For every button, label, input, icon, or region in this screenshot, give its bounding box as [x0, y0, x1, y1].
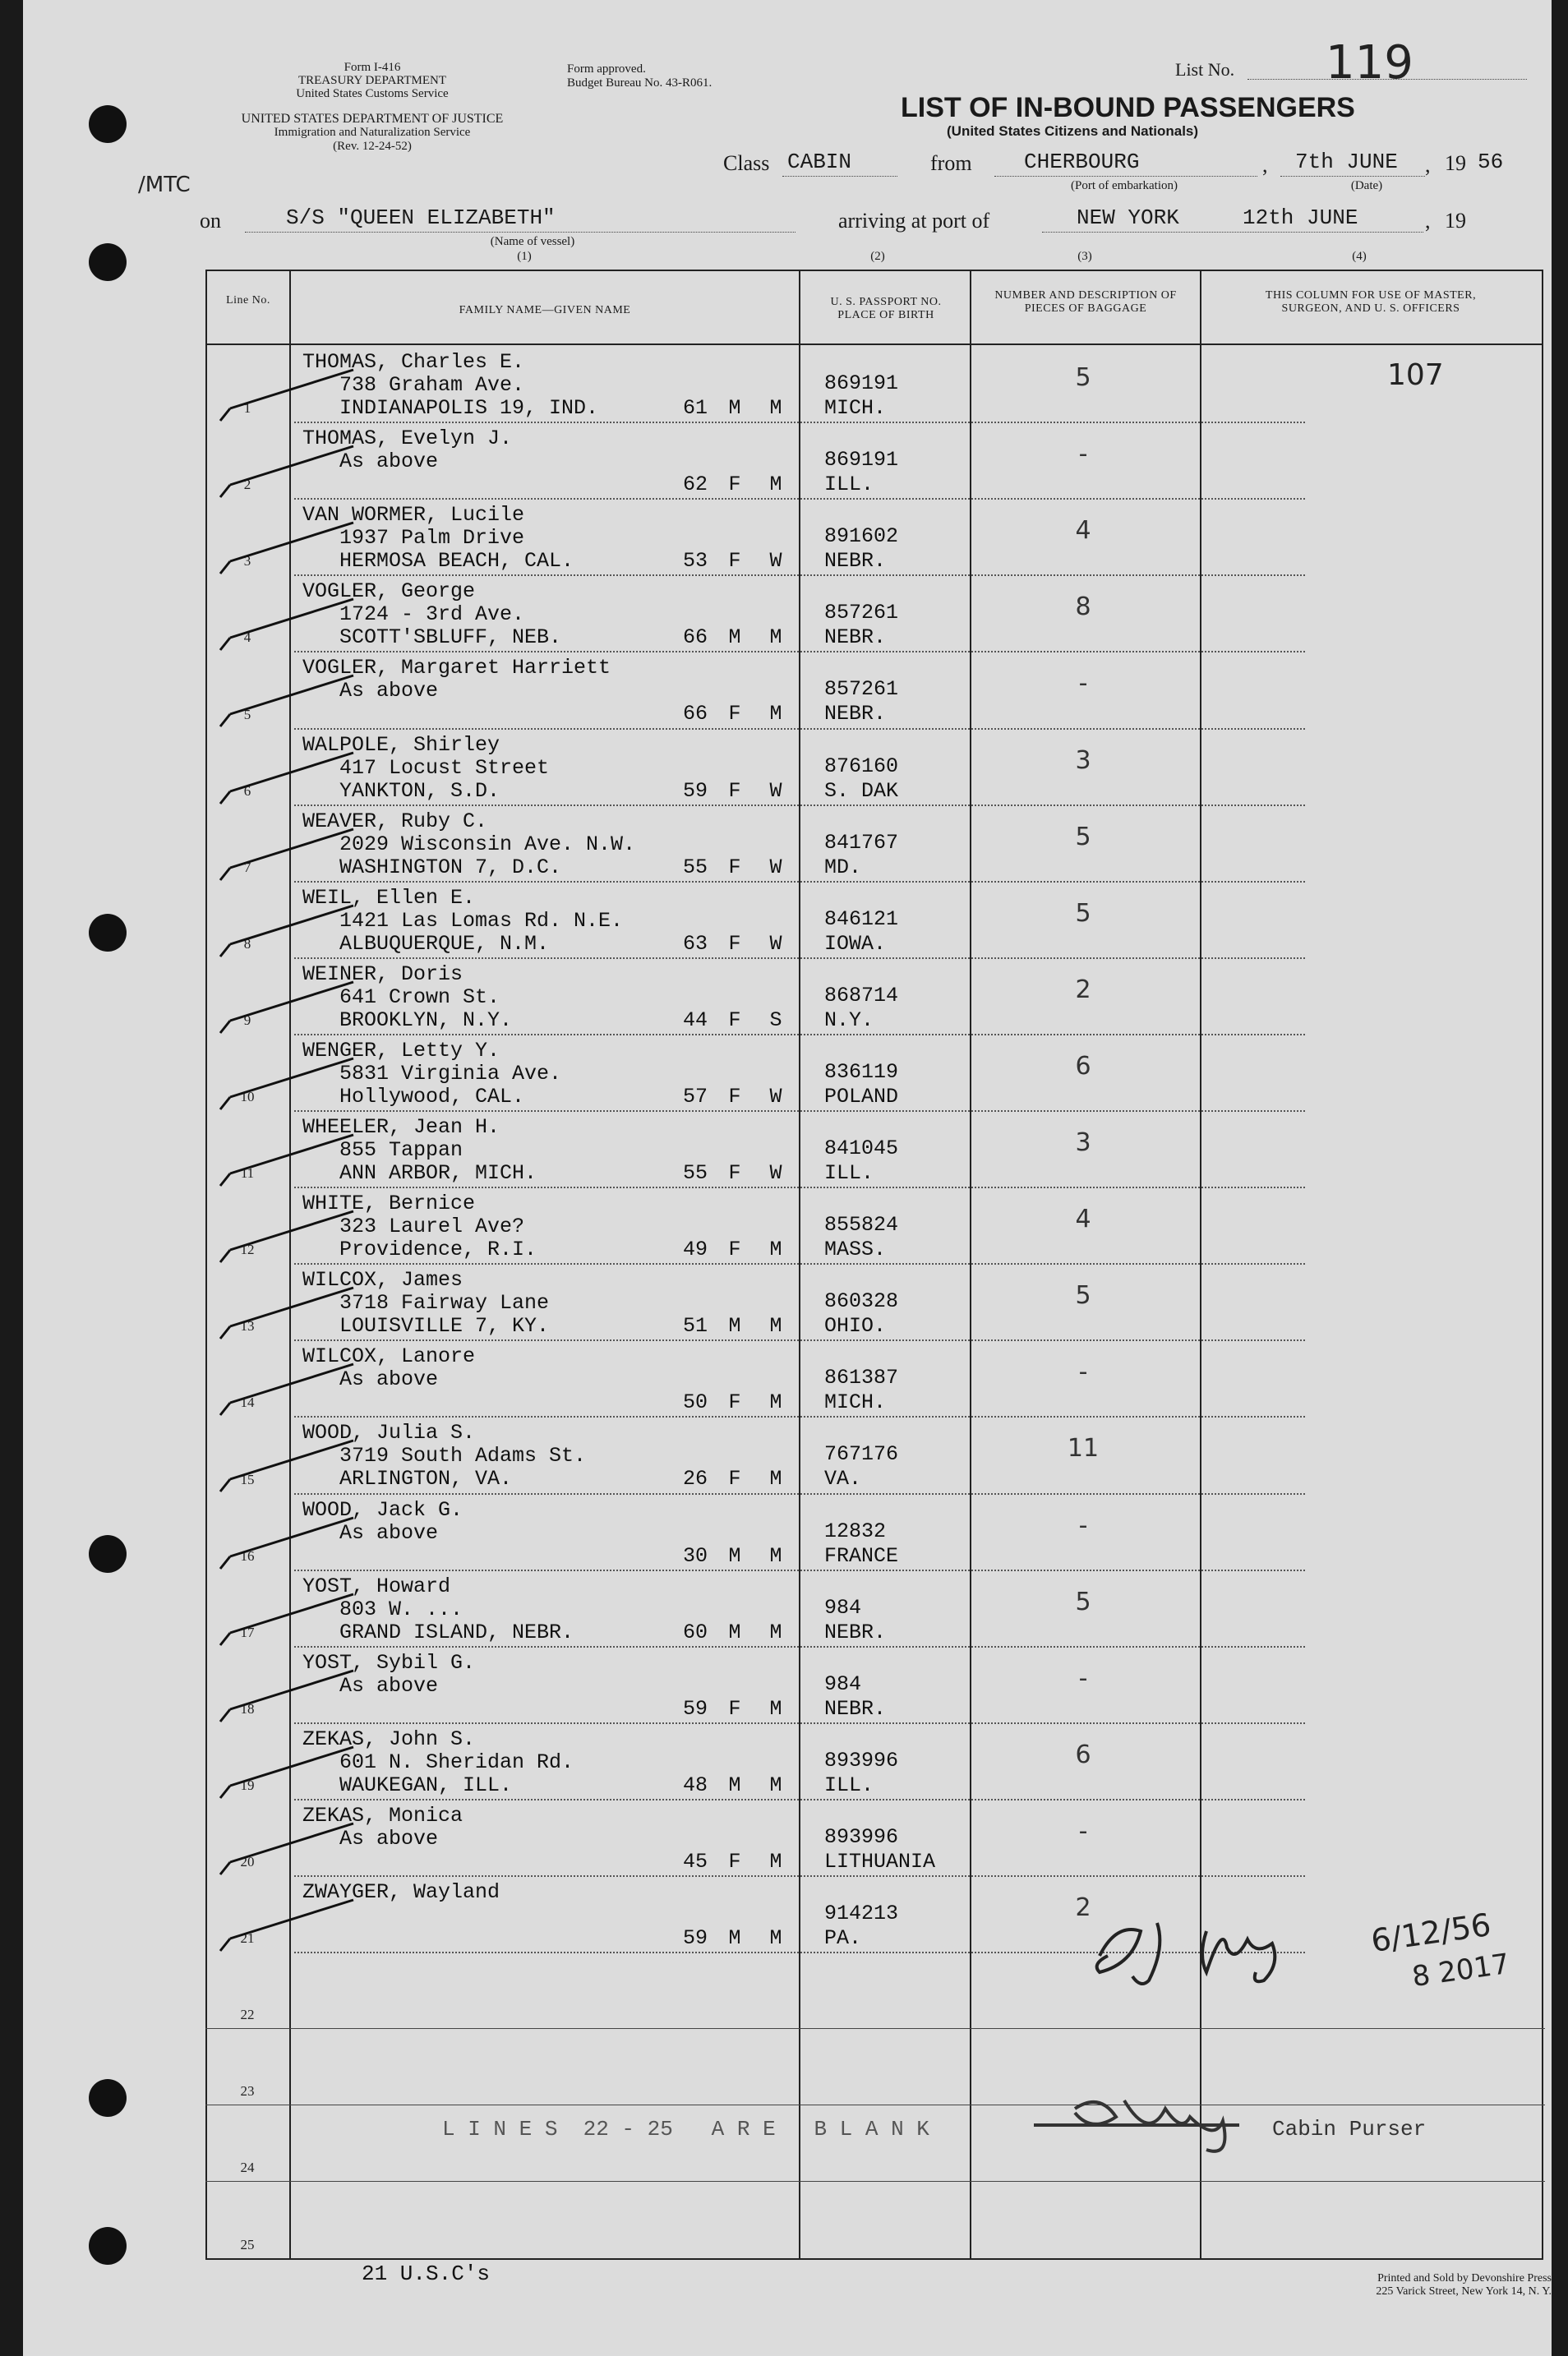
passenger-sex: F — [728, 1007, 741, 1032]
passenger-sex: F — [728, 778, 741, 803]
row-separator — [294, 574, 1305, 576]
arrival-line — [1042, 232, 1423, 233]
passenger-marital-status: M — [769, 702, 782, 726]
column-1-label: (1) — [517, 250, 532, 263]
baggage-count: 5 — [1075, 898, 1091, 928]
passenger-marital-status: W — [769, 1161, 782, 1185]
row-separator — [294, 498, 1305, 500]
header-divider — [205, 343, 1543, 345]
row-separator — [294, 1339, 1305, 1341]
passenger-name-address: WENGER, Letty Y. 5831 Virginia Ave. Hollywood, CAL. — [302, 1038, 562, 1109]
passenger-name-address: VOGLER, George 1724 - 3rd Ave. SCOTT'SBLUFF, NEB. — [302, 579, 562, 650]
year-suffix: 56 — [1478, 150, 1504, 174]
passport-birthplace: 893996 ILL. — [824, 1748, 899, 1797]
passenger-sex: M — [728, 1773, 741, 1797]
passenger-sex: F — [728, 702, 741, 726]
row-separator — [294, 957, 1305, 959]
baggage-count: 5 — [1075, 1281, 1091, 1311]
passenger-age: 59 — [682, 778, 708, 803]
baggage-count: - — [1078, 1663, 1088, 1693]
passenger-age: 57 — [682, 1084, 708, 1109]
passport-birthplace: 860328 OHIO. — [824, 1289, 899, 1339]
row-separator — [294, 881, 1305, 883]
passenger-marital-status: W — [769, 855, 782, 879]
passport-birthplace: 868714 N.Y. — [824, 983, 899, 1032]
baggage-count: 6 — [1075, 1740, 1091, 1769]
officer-note: 107 — [1387, 358, 1444, 392]
line-number: 15 — [240, 1471, 255, 1487]
baggage-count: 3 — [1075, 1128, 1091, 1157]
passenger-marital-status: M — [769, 1849, 782, 1874]
total-count: 21 U.S.C's — [362, 2261, 491, 2286]
passenger-sex: M — [728, 625, 741, 650]
passenger-name-address: WILCOX, Lanore As above — [302, 1344, 476, 1392]
passenger-marital-status: W — [769, 549, 782, 574]
row-separator — [294, 1416, 1305, 1418]
passenger-age: 45 — [682, 1849, 708, 1874]
date-line — [1280, 176, 1425, 177]
passenger-marital-status: M — [769, 1467, 782, 1492]
line-number: 22 — [240, 2007, 255, 2023]
passport-birthplace: 861387 MICH. — [824, 1366, 899, 1415]
baggage-count: 5 — [1075, 363, 1091, 392]
passenger-sex: M — [728, 1620, 741, 1644]
row-separator — [294, 805, 1305, 806]
passenger-sex: M — [728, 1926, 741, 1950]
vessel-line — [245, 232, 796, 233]
port-of-arrival: NEW YORK — [1077, 205, 1179, 230]
class-label: Class — [723, 151, 770, 175]
passenger-marital-status: M — [769, 1773, 782, 1797]
blank-lines-note: L I N E S 22 - 25 A R E B L A N K — [442, 2117, 929, 2142]
baggage-count: - — [1078, 1358, 1088, 1387]
vessel-name: S/S "QUEEN ELIZABETH" — [286, 205, 556, 230]
line-number: 7 — [243, 859, 251, 875]
passenger-age: 60 — [682, 1620, 708, 1644]
baggage-count: 4 — [1075, 1205, 1091, 1234]
passenger-sex: F — [728, 1390, 741, 1415]
from-line — [994, 176, 1257, 177]
class-line — [782, 176, 897, 177]
passenger-name-address: WEAVER, Ruby C. 2029 Wisconsin Ave. N.W. WASHINGTON 7, D.C. — [302, 809, 636, 879]
comma: , — [1262, 153, 1268, 177]
passenger-sex: F — [728, 1161, 741, 1185]
passenger-name-address: WEIL, Ellen E. 1421 Las Lomas Rd. N.E. ALBUQUERQUE, N.M. — [302, 885, 624, 956]
line-number: 14 — [240, 1395, 255, 1411]
passport-birthplace: 984 NEBR. — [824, 1595, 887, 1644]
form-number: Form I-416 — [344, 61, 401, 74]
header-name: FAMILY NAME—GIVEN NAME — [459, 304, 631, 316]
row-separator — [294, 422, 1305, 423]
line-number: 12 — [240, 1242, 255, 1258]
line-number: 16 — [240, 1547, 255, 1564]
passport-birthplace: 841045 ILL. — [824, 1137, 899, 1185]
passenger-marital-status: W — [769, 931, 782, 956]
passenger-name-address: WOOD, Jack G. As above — [302, 1497, 463, 1545]
passenger-sex: F — [728, 1467, 741, 1492]
passport-birthplace: 836119 POLAND — [824, 1059, 899, 1109]
line-number: 1 — [243, 400, 251, 417]
passenger-marital-status: W — [769, 1084, 782, 1109]
line-number: 19 — [240, 1777, 255, 1793]
row-separator — [294, 1722, 1305, 1724]
passenger-age: 63 — [682, 931, 708, 956]
header-baggage: NUMBER AND DESCRIPTION OF PIECES OF BAGGAGE — [994, 289, 1177, 315]
list-number-label: List No. — [1175, 59, 1235, 80]
passenger-sex: M — [728, 1543, 741, 1568]
passport-birthplace: 876160 S. DAK — [824, 754, 899, 803]
baggage-count: 4 — [1075, 516, 1091, 546]
vessel-caption: (Name of vessel) — [490, 235, 575, 248]
line-number: 17 — [240, 1624, 255, 1640]
passenger-name-address: WHITE, Bernice 323 Laurel Ave? Providence, R.I. — [302, 1192, 537, 1262]
row-separator — [294, 1799, 1305, 1800]
line-number: 8 — [243, 935, 251, 952]
row-separator — [294, 1493, 1305, 1495]
passenger-name-address: WILCOX, James 3718 Fairway Lane LOUISVILLE 7, KY. — [302, 1268, 550, 1339]
departure-date: 7th JUNE — [1295, 150, 1398, 174]
column-4-label: (4) — [1352, 250, 1367, 263]
line-number: 3 — [243, 553, 251, 569]
on-label: on — [200, 209, 221, 233]
passport-birthplace: 855824 MASS. — [824, 1213, 899, 1262]
passenger-name-address: WHEELER, Jean H. 855 Tappan ANN ARBOR, MICH. — [302, 1115, 537, 1185]
punch-hole — [89, 1535, 127, 1573]
officer-signature — [1083, 1898, 1387, 1989]
row-separator — [294, 1263, 1305, 1265]
row-separator — [294, 1034, 1305, 1035]
row-separator — [205, 2181, 1545, 2182]
cabin-purser-label: Cabin Purser — [1272, 2117, 1427, 2142]
passport-birthplace: 914213 PA. — [824, 1902, 899, 1950]
arrival-date: 12th JUNE — [1243, 205, 1358, 230]
punch-hole — [89, 2227, 127, 2265]
passenger-age: 48 — [682, 1773, 708, 1797]
row-separator — [294, 1875, 1305, 1877]
mtc-annotation: /MTC — [138, 173, 191, 197]
baggage-count: 3 — [1075, 745, 1091, 775]
passport-birthplace: 984 NEBR. — [824, 1671, 887, 1721]
row-separator — [294, 1646, 1305, 1648]
passenger-age: 26 — [682, 1467, 708, 1492]
passenger-name-address: THOMAS, Charles E. 738 Graham Ave. INDIANAPOLIS 19, IND. — [302, 350, 599, 420]
arrival-year: 19 — [1445, 209, 1466, 233]
passenger-marital-status: S — [769, 1007, 782, 1032]
comma: , — [1425, 153, 1431, 177]
passenger-marital-status: M — [769, 1620, 782, 1644]
passenger-marital-status: M — [769, 625, 782, 650]
passenger-sex: F — [728, 855, 741, 879]
signature-code: 8 2017 — [1409, 1947, 1512, 1994]
header-line-no: Line No. — [226, 294, 270, 307]
passport-birthplace: 857261 NEBR. — [824, 601, 899, 650]
passenger-name-address: YOST, Sybil G. As above — [302, 1650, 476, 1698]
passenger-name-address: ZEKAS, John S. 601 N. Sheridan Rd. WAUKEGAN, ILL. — [302, 1727, 574, 1797]
row-separator — [294, 1570, 1305, 1571]
passport-birthplace: 12832 FRANCE — [824, 1519, 899, 1568]
passenger-sex: F — [728, 1238, 741, 1262]
passport-birthplace: 869191 ILL. — [824, 448, 899, 497]
row-separator — [294, 1110, 1305, 1112]
passenger-age: 66 — [682, 625, 708, 650]
line-number: 23 — [240, 2083, 255, 2100]
baggage-count: - — [1078, 440, 1088, 469]
passenger-sex: F — [728, 931, 741, 956]
passenger-age: 55 — [682, 1161, 708, 1185]
baggage-count: 5 — [1075, 1587, 1091, 1616]
column-3-label: (3) — [1077, 250, 1092, 263]
line-number: 18 — [240, 1700, 255, 1717]
passenger-sex: M — [728, 396, 741, 420]
header-passport: U. S. PASSPORT NO. PLACE OF BIRTH — [830, 296, 942, 321]
passenger-marital-status: M — [769, 396, 782, 420]
passport-birthplace: 767176 VA. — [824, 1442, 899, 1492]
year-prefix: 19 — [1445, 151, 1466, 175]
line-number: 11 — [240, 1165, 255, 1182]
passenger-age: 53 — [682, 549, 708, 574]
baggage-count: 8 — [1075, 592, 1091, 622]
baggage-count: 6 — [1075, 1051, 1091, 1081]
list-number: 119 — [1326, 36, 1414, 90]
passenger-name-address: VAN WORMER, Lucile 1937 Palm Drive HERMOSA BEACH, CAL. — [302, 503, 574, 574]
line-number: 25 — [240, 2236, 255, 2252]
column-2-label: (2) — [870, 250, 885, 263]
line-number: 21 — [240, 1930, 255, 1947]
form-approved: Form approved. — [567, 62, 646, 76]
baggage-count: 5 — [1075, 822, 1091, 851]
passenger-name-address: ZWAYGER, Wayland — [302, 1880, 500, 1904]
baggage-count: 2 — [1075, 975, 1091, 1004]
port-caption: (Port of embarkation) — [1071, 179, 1178, 192]
baggage-count: - — [1078, 669, 1088, 699]
port-of-embarkation: CHERBOURG — [1024, 150, 1140, 174]
line-number: 2 — [243, 477, 251, 493]
comma: , — [1425, 209, 1431, 233]
treasury-department: TREASURY DEPARTMENT — [297, 74, 447, 87]
baggage-count: 11 — [1067, 1434, 1100, 1464]
customs-service: United States Customs Service — [296, 87, 449, 100]
passenger-marital-status: M — [769, 1696, 782, 1721]
passenger-age: 51 — [682, 1314, 708, 1339]
line-number: 20 — [240, 1854, 255, 1870]
passport-birthplace: 841767 MD. — [824, 830, 899, 879]
page-subtitle: (United States Citizens and Nationals) — [947, 123, 1199, 139]
passenger-age: 62 — [682, 473, 708, 497]
passenger-marital-status: M — [769, 473, 782, 497]
passenger-name-address: WEINER, Doris 641 Crown St. BROOKLYN, N.Y. — [302, 961, 513, 1032]
punch-hole — [89, 105, 127, 143]
passenger-age: 59 — [682, 1696, 708, 1721]
line-number: 4 — [243, 629, 251, 646]
page-title: LIST OF IN-BOUND PASSENGERS — [901, 92, 1355, 123]
passenger-marital-status: M — [769, 1238, 782, 1262]
signature-date: 6/12/56 — [1368, 1906, 1493, 1959]
revision-date: (Rev. 12-24-52) — [333, 140, 412, 153]
passenger-sex: F — [728, 1849, 741, 1874]
from-label: from — [930, 151, 972, 175]
passport-birthplace: 846121 IOWA. — [824, 906, 899, 956]
passenger-sex: F — [728, 1084, 741, 1109]
budget-bureau: Budget Bureau No. 43-R061. — [567, 76, 713, 90]
printer-line-2: 225 Varick Street, New York 14, N. Y. — [1376, 2285, 1552, 2298]
passenger-marital-status: M — [769, 1543, 782, 1568]
line-number: 13 — [240, 1318, 255, 1335]
baggage-count: - — [1078, 1510, 1088, 1540]
punch-hole — [89, 243, 127, 281]
date-caption: (Date) — [1350, 179, 1383, 192]
passenger-name-address: THOMAS, Evelyn J. As above — [302, 426, 513, 474]
passenger-name-address: YOST, Howard 803 W. ... GRAND ISLAND, NEBR. — [302, 1574, 574, 1644]
passenger-sex: F — [728, 473, 741, 497]
punch-hole — [89, 2079, 127, 2117]
purser-signature — [1026, 2084, 1280, 2158]
passenger-name-address: VOGLER, Margaret Harriett As above — [302, 656, 611, 703]
line-number: 9 — [243, 1012, 251, 1028]
passenger-sex: F — [728, 1696, 741, 1721]
passenger-name-address: ZEKAS, Monica As above — [302, 1803, 463, 1851]
passenger-name-address: WOOD, Julia S. 3719 South Adams St. ARLINGTON, VA. — [302, 1421, 587, 1492]
passenger-age: 30 — [682, 1543, 708, 1568]
passport-birthplace: 893996 LITHUANIA — [824, 1824, 936, 1874]
passenger-marital-status: M — [769, 1926, 782, 1950]
line-number: 5 — [243, 706, 251, 722]
passenger-marital-status: W — [769, 778, 782, 803]
passport-birthplace: 869191 MICH. — [824, 371, 899, 420]
passport-birthplace: 857261 NEBR. — [824, 677, 899, 726]
row-separator — [205, 2028, 1545, 2029]
passenger-list-sheet — [23, 0, 1552, 2356]
passenger-age: 44 — [682, 1007, 708, 1032]
passenger-age: 55 — [682, 855, 708, 879]
class-value: CABIN — [787, 150, 852, 174]
passenger-age: 50 — [682, 1390, 708, 1415]
passenger-age: 66 — [682, 702, 708, 726]
passenger-age: 59 — [682, 1926, 708, 1950]
passport-birthplace: 891602 NEBR. — [824, 524, 899, 574]
passenger-age: 61 — [682, 396, 708, 420]
passenger-marital-status: M — [769, 1314, 782, 1339]
baggage-count: 2 — [1075, 1893, 1091, 1922]
passenger-sex: M — [728, 1314, 741, 1339]
row-separator — [294, 1187, 1305, 1188]
row-separator — [294, 651, 1305, 652]
baggage-count: - — [1078, 1816, 1088, 1846]
header-officers: THIS COLUMN FOR USE OF MASTER, SURGEON, AND U. S. OFFICERS — [1265, 289, 1477, 315]
passenger-name-address: WALPOLE, Shirley 417 Locust Street YANKTON, S.D. — [302, 732, 550, 803]
department-of-justice: UNITED STATES DEPARTMENT OF JUSTICE — [241, 112, 504, 126]
passenger-marital-status: M — [769, 1390, 782, 1415]
line-number: 6 — [243, 782, 251, 799]
passenger-age: 49 — [682, 1238, 708, 1262]
row-separator — [294, 728, 1305, 730]
arriving-label: arriving at port of — [838, 209, 990, 233]
punch-hole — [89, 914, 127, 952]
printer-line-1: Printed and Sold by Devonshire Press — [1377, 2272, 1552, 2285]
passenger-sex: F — [728, 549, 741, 574]
ins-service: Immigration and Naturalization Service — [274, 126, 471, 139]
line-number: 24 — [240, 2160, 255, 2176]
line-number: 10 — [240, 1089, 255, 1104]
